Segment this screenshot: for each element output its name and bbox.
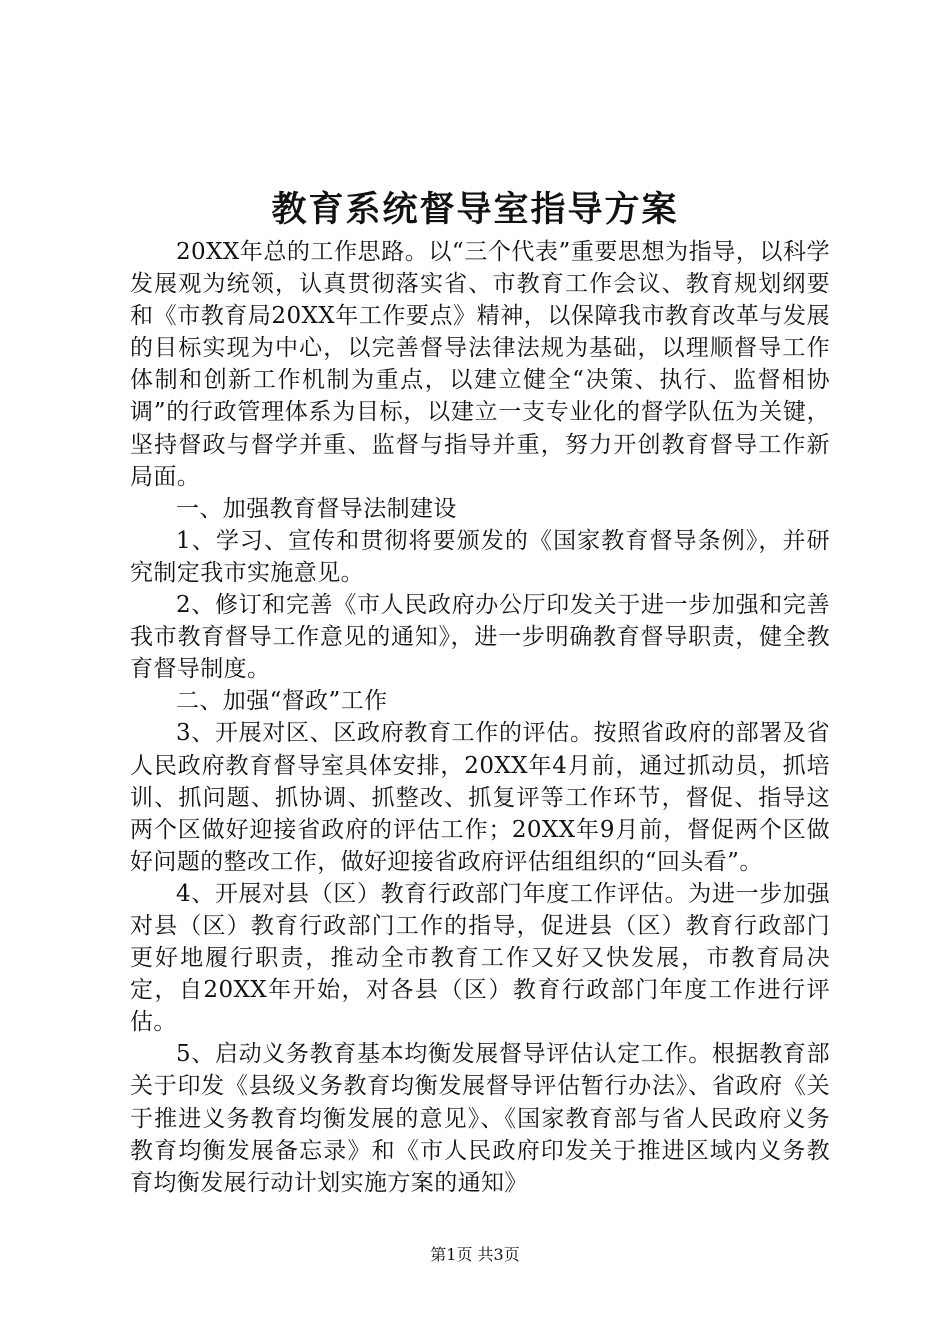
page-number: 第1页 共3页 xyxy=(430,1245,520,1264)
paragraph-item-4: 4、开展对县（区）教育行政部门年度工作评估。为进一步加强对县（区）教育行政部门工作的指导，促进县（区）教育行政部门更好地履行职责，推动全市教育工作又好又快发展，市教育局决定，自20XX年开始，对各县（区）教育行政部门年度工作进行评估。 xyxy=(130,880,830,1036)
document-body xyxy=(130,236,830,1199)
paragraph-item-3: 3、开展对区、区政府教育工作的评估。按照省政府的部署及省人民政府教育督导室具体安排，20XX年4月前，通过抓动员，抓培训、抓问题、抓协调、抓整改、抓复评等工作环节，督促、指导这两个区做好迎接省政府的评估工作；20XX年9月前，督促两个区做好问题的整改工作，做好迎接省政府评估组组织的“回头看”。 xyxy=(130,720,830,875)
heading-section-1: 一、加强教育督导法制建设 xyxy=(176,495,457,522)
document-title: 教育系统督导室指导方案 xyxy=(271,189,679,230)
paragraph-item-2: 2、修订和完善《市人民政府办公厅印发关于进一步加强和完善我市教育督导工作意见的通知》，进一步明确教育督导职责，健全教育督导制度。 xyxy=(130,592,830,683)
paragraph-work-idea: 20XX年总的工作思路。以“三个代表”重要思想为指导，以科学发展观为统领，认真贯彻落实省、市教育工作会议、教育规划纲要和《市教育局20XX年工作要点》精神，以保障我市教育改革与发展的目标实现为中心，以完善督导法律法规为基础，以理顺督导工作体制和创新工作机制为重点，以建立健全“决策、执行、监督相协调”的行政管理体系为目标，以建立一支专业化的督学队伍为关键，坚持督政与督学并重、监督与指导并重，努力开创教育督导工作新局面。 xyxy=(130,239,830,490)
paragraph-item-1: 1、学习、宣传和贯彻将要颁发的《国家教育督导条例》，并研究制定我市实施意见。 xyxy=(130,527,830,586)
heading-section-2: 二、加强“督政”工作 xyxy=(176,688,388,715)
paragraph-item-5: 5、启动义务教育基本均衡发展督导评估认定工作。根据教育部关于印发《县级义务教育均衡发展督导评估暂行办法》、省政府《关于推进义务教育均衡发展的意见》、《国家教育部与省人民政府义务教育均衡发展备忘录》和《市人民政府印发关于推进区域内义务教育均衡发展行动计划实施方案的通知》 xyxy=(130,1041,830,1196)
